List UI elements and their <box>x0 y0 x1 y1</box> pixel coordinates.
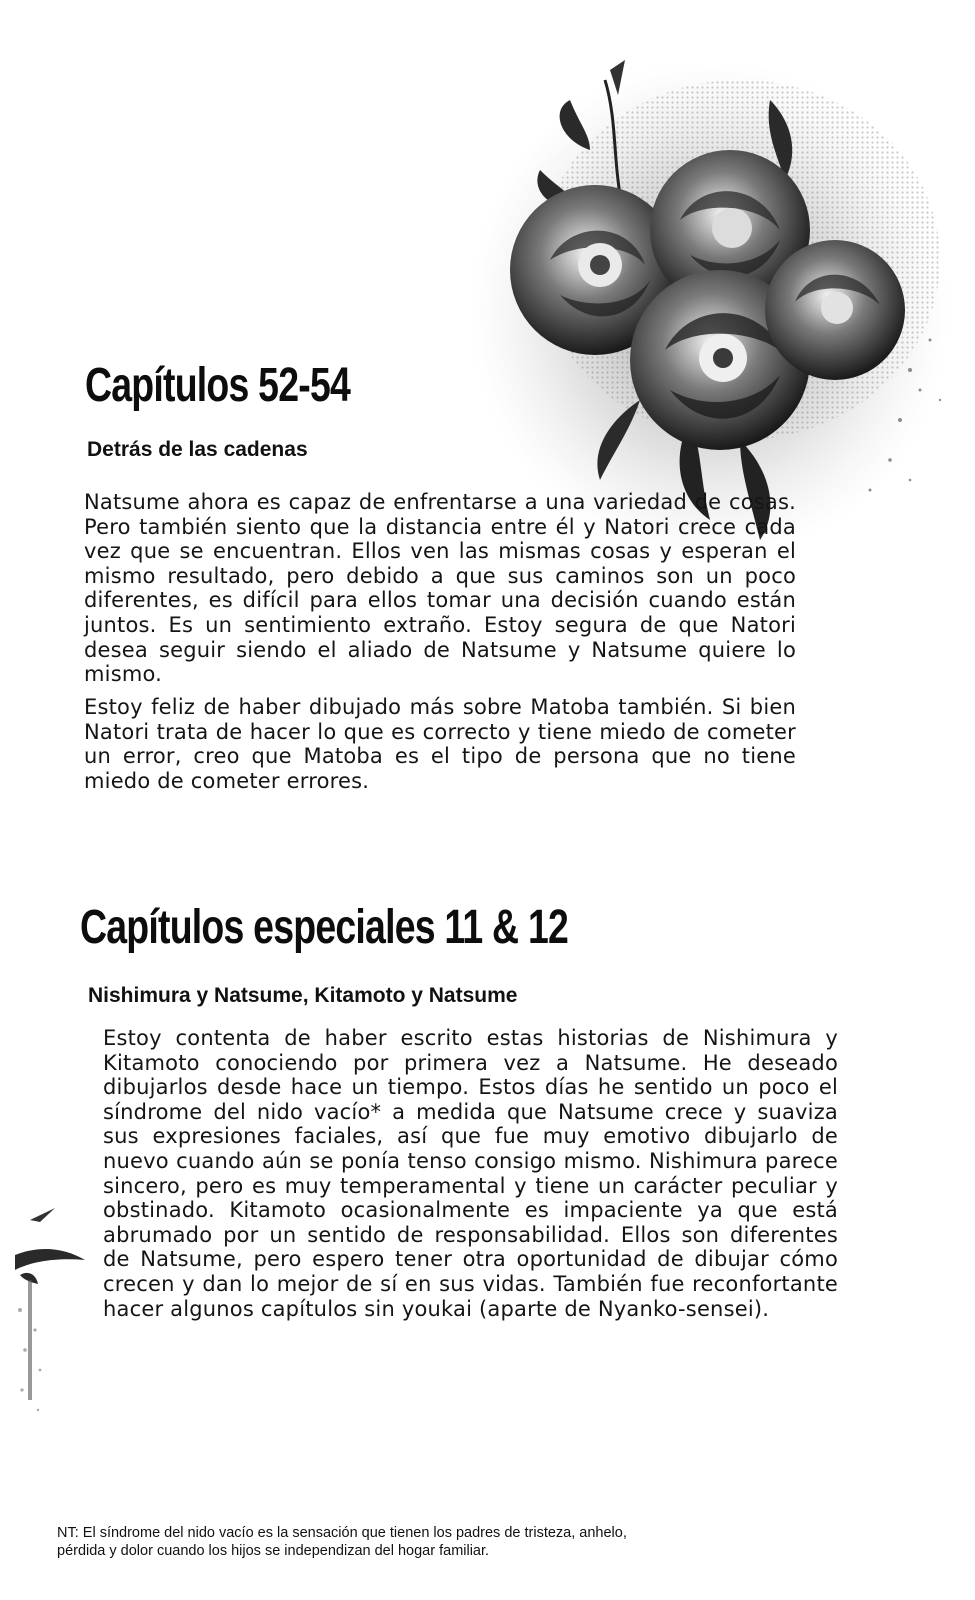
section-title: Capítulos especiales 11 & 12 <box>80 901 569 954</box>
section-subtitle: Nishimura y Natsume, Kitamoto y Natsume <box>88 984 518 1007</box>
section-title: Capítulos 52-54 <box>85 359 351 412</box>
section-subtitle: Detrás de las cadenas <box>87 438 308 461</box>
body-paragraph: Estoy feliz de haber dibujado más sobre Matoba también. Si bien Natori trata de hacer lo que es correcto y tiene miedo de cometer un error, creo que Matoba es el tipo de persona que no tiene miedo de cometer errores. <box>84 695 796 793</box>
body-paragraph: Estoy contenta de haber escrito estas historias de Nishimura y Kitamoto conociendo por primera vez a Natsume. He deseado dibujarlos desde hace un tiempo. Estos días he sentido un poco el síndrome del nido vacío* a medida que Natsume crece y suaviza sus expresiones faciales, así que fue muy emotivo dibujarlo de nuevo cuando aún se ponía tenso consigo mismo. Nishimura parece sincero, pero es muy temperamental y tiene un carácter peculiar y obstinado. Kitamoto ocasionalmente es impaciente ya que está abrumado por un sentido de responsabilidad. Ellos son diferentes de Natsume, pero espero tener otra oportunidad de dibujar cómo crecen y dan lo mejor de sí en sus vidas. También fue reconfortante hacer algunos capítulos sin youkai (aparte de Nyanko-sensei). <box>103 1026 838 1321</box>
body-paragraph: Natsume ahora es capaz de enfrentarse a una variedad de cosas. Pero también siento que la distancia entre él y Natori crece cada vez que se encuentran. Ellos ven las mismas cosas y esperan el mismo resultado, pero debido a que sus caminos son un poco diferentes, es difícil para ellos tomar una decisión cuando están juntos. Es un sentimiento extraño. Estoy segura de que Natori desea seguir siendo el aliado de Natsume y Natsume quiere lo mismo. <box>84 490 796 687</box>
translator-footnote: NT: El síndrome del nido vacío es la sensación que tienen los padres de tristeza, anhelo, pérdida y dolor cuando los hijos se independizan del hogar familiar. <box>57 1525 627 1559</box>
leaf-fragment-icon <box>0 1200 90 1440</box>
